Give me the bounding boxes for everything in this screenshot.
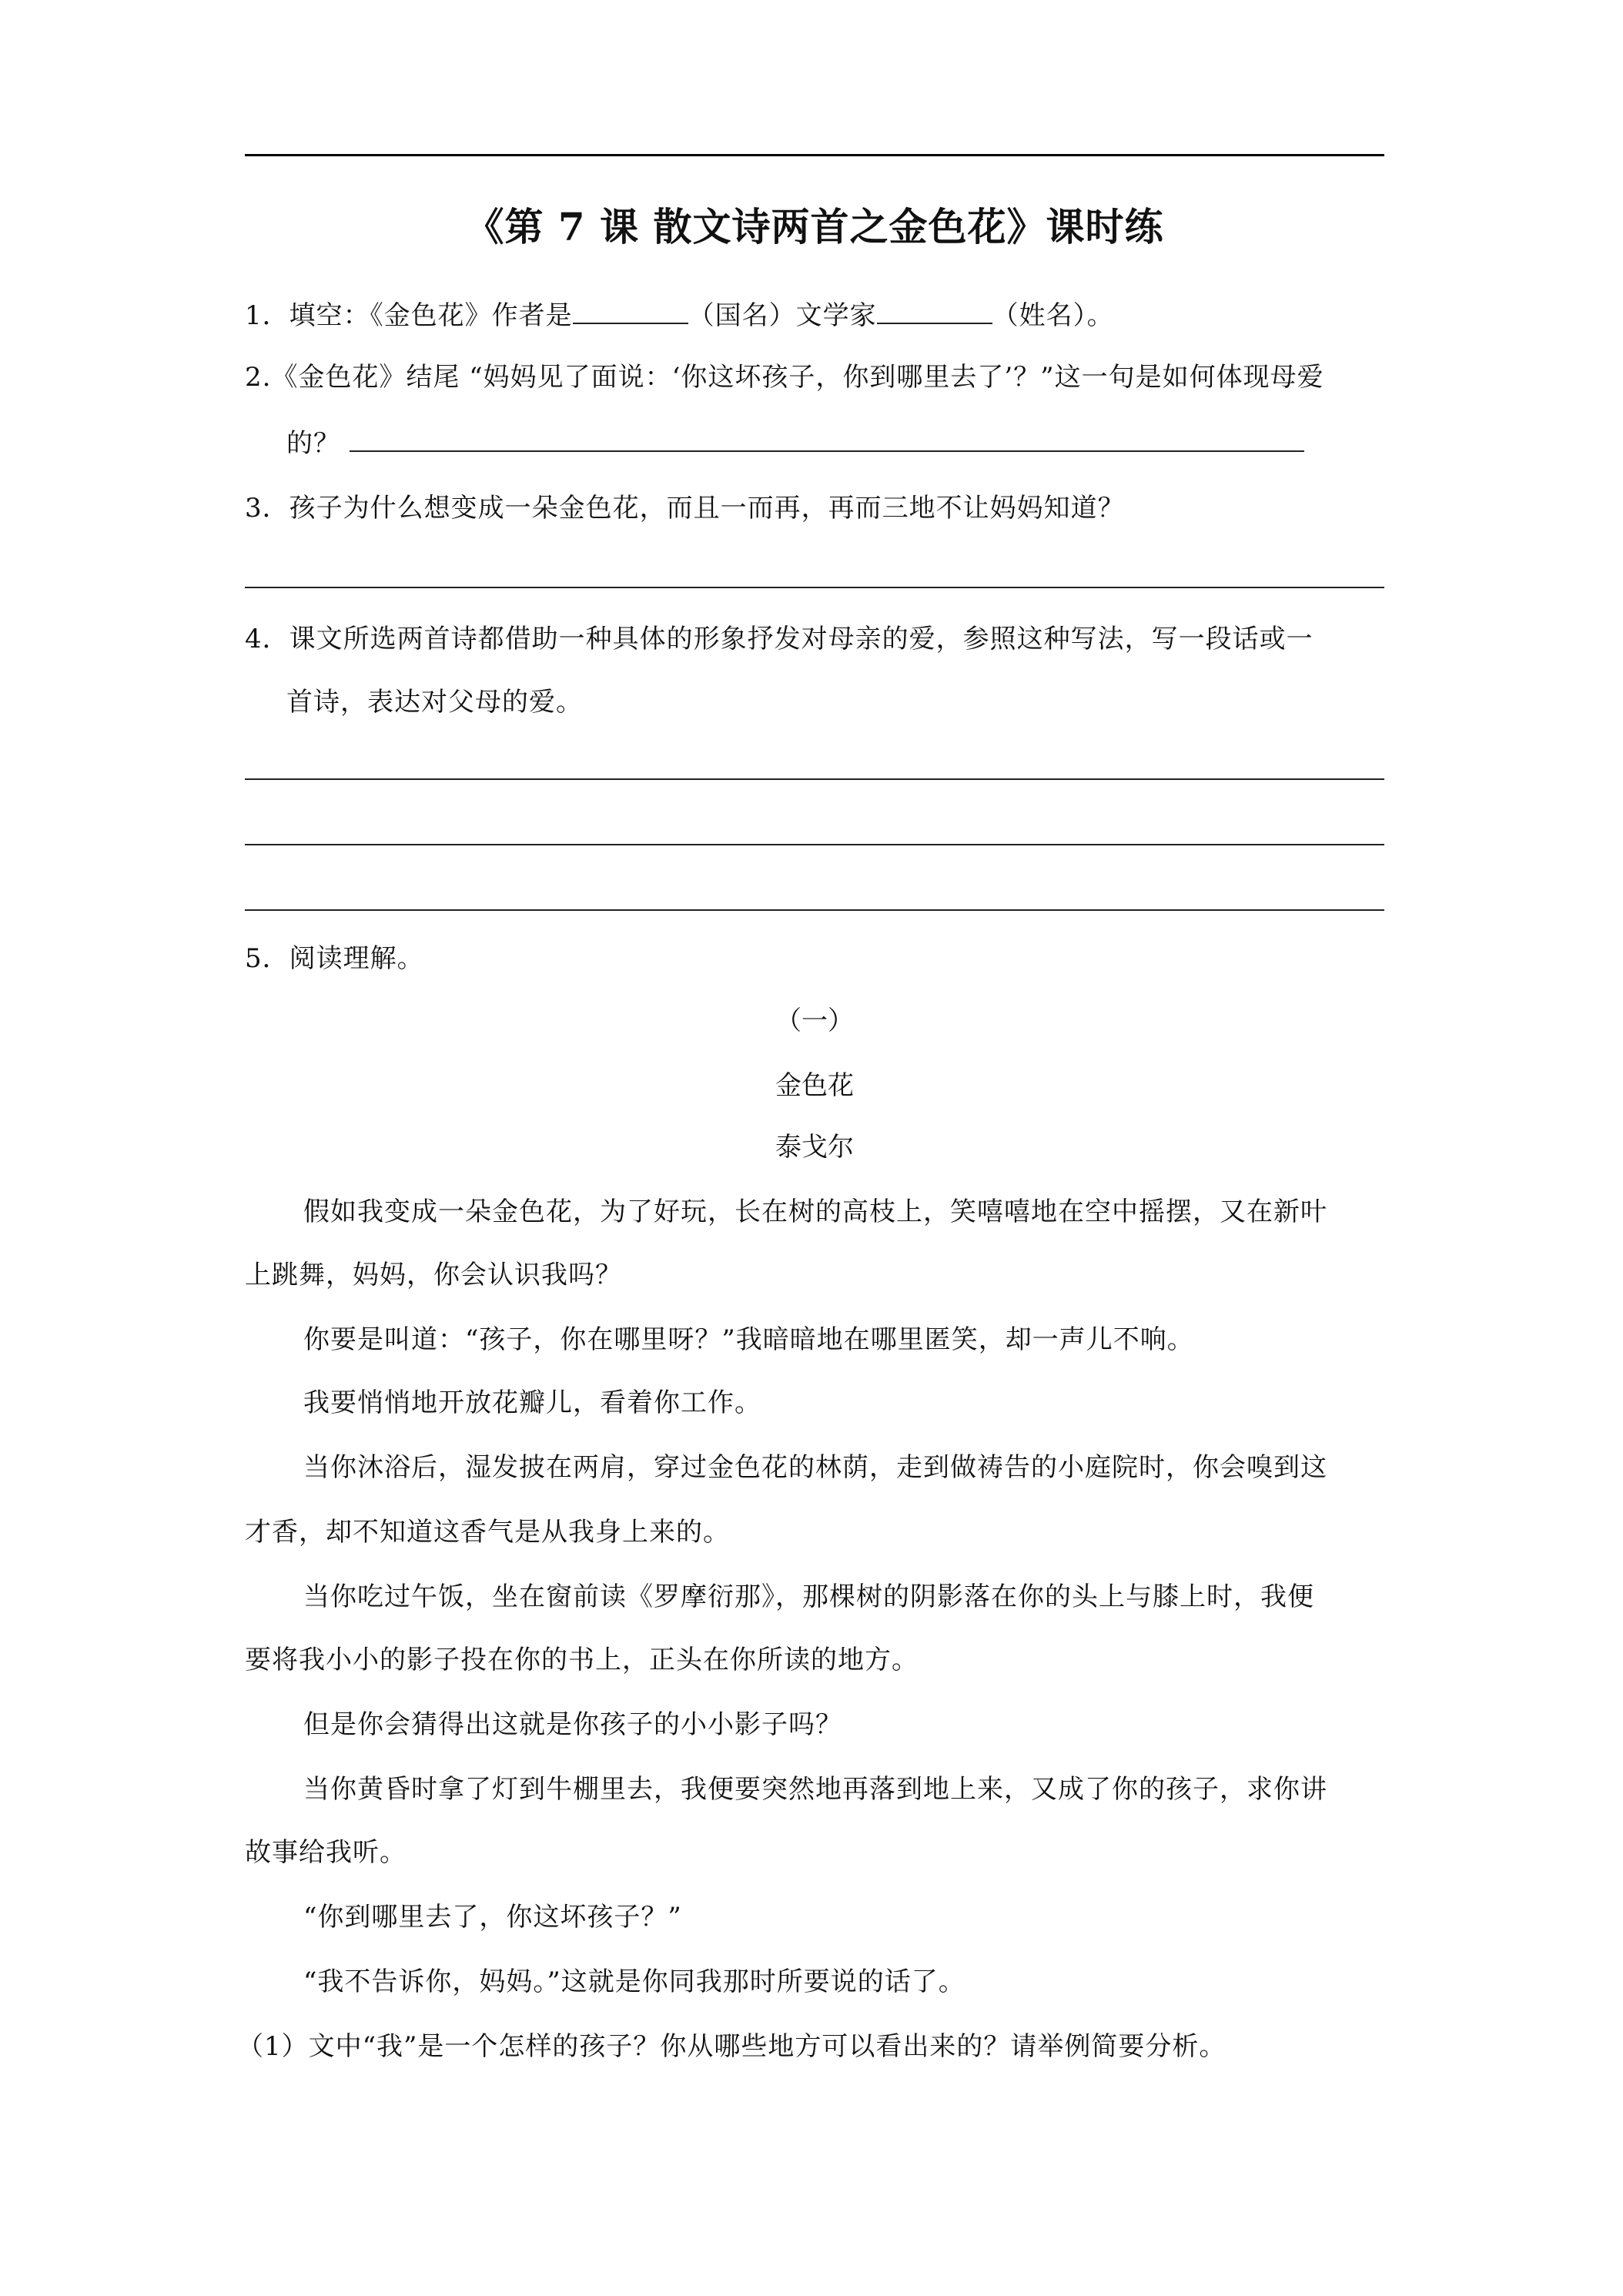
question-1 [245,299,1114,333]
reading-section-label: （一） [775,1006,854,1036]
poem-paragraph-line: 你要是叫道：“孩子，你在哪里呀？”我暗暗地在哪里匿笑，却一声儿不响。 [303,1324,1194,1355]
question-1-text-b: （国名）文学家 [688,300,877,331]
question-1-text-a: 1．填空：《金色花》作者是 [245,300,573,331]
question-2-answer-blank[interactable] [350,427,1304,452]
poem-paragraph-line: 我要悄悄地开放花瓣儿，看着你工作。 [303,1387,761,1418]
question-1-blank-name[interactable] [877,300,992,324]
poem-paragraph-line: 当你沐浴后，湿发披在两肩，穿过金色花的林荫，走到做祷告的小庭院时，你会嗅到这 [303,1452,1327,1483]
poem-paragraph-line: 当你吃过午饭，坐在窗前读《罗摩衍那》，那棵树的阴影落在你的头上与膝上时，我便 [303,1581,1314,1612]
question-2-line-2 [286,427,1304,460]
question-4-answer-line-2[interactable] [245,844,1384,845]
question-4-line-1: 4．课文所选两首诗都借助一种具体的形象抒发对母亲的爱，参照这种写法，写一段话或一 [245,624,1313,654]
question-5-sub-1: （1）文中“我”是一个怎样的孩子？你从哪些地方可以看出来的？请举例简要分析。 [237,2031,1226,2062]
poem-paragraph-line: 但是你会猜得出这就是你孩子的小小影子吗？ [303,1709,842,1740]
question-3: 3．孩子为什么想变成一朵金色花，而且一而再，再而三地不让妈妈知道？ [245,493,1125,524]
poem-paragraph-line: 上跳舞，妈妈，你会认识我吗？ [245,1260,622,1290]
poem-paragraph-line: “你到哪里去了，你这坏孩子？” [303,1902,682,1933]
question-5-label: 5．阅读理解。 [245,943,424,974]
poem-paragraph-line: 假如我变成一朵金色花，为了好玩，长在树的高枝上，笑嘻嘻地在空中摇摆，又在新叶 [303,1197,1327,1227]
header-rule [245,154,1384,156]
poem-paragraph-line: 当你黄昏时拿了灯到牛棚里去，我便要突然地再落到地上来，又成了你的孩子，求你讲 [303,1774,1327,1805]
question-3-answer-line[interactable] [245,587,1384,588]
poem-paragraph-line: 故事给我听。 [245,1837,407,1868]
question-4-answer-line-1[interactable] [245,778,1384,780]
poem-title: 金色花 [775,1070,854,1101]
poem-paragraph-line: 才香，却不知道这香气是从我身上来的。 [245,1517,730,1548]
question-2-line-2-text: 的？ [286,428,340,459]
question-1-text-c: （姓名）。 [992,300,1114,331]
question-2-line-1: 2.《金色花》结尾 “妈妈见了面说：‘你这坏孩子，你到哪里去了’？”这一句是如何体现母爱 [245,362,1324,393]
question-1-blank-country[interactable] [573,300,688,324]
page-title: 《第 7 课 散文诗两首之金色花》课时练 [465,204,1164,249]
question-4-answer-line-3[interactable] [245,909,1384,911]
question-4-line-2: 首诗，表达对父母的爱。 [286,687,583,718]
poem-author: 泰戈尔 [775,1132,854,1163]
poem-paragraph-line: 要将我小小的影子投在你的书上，正头在你所读的地方。 [245,1645,919,1675]
poem-paragraph-line: “我不告诉你，妈妈。”这就是你同我那时所要说的话了。 [303,1966,965,1997]
